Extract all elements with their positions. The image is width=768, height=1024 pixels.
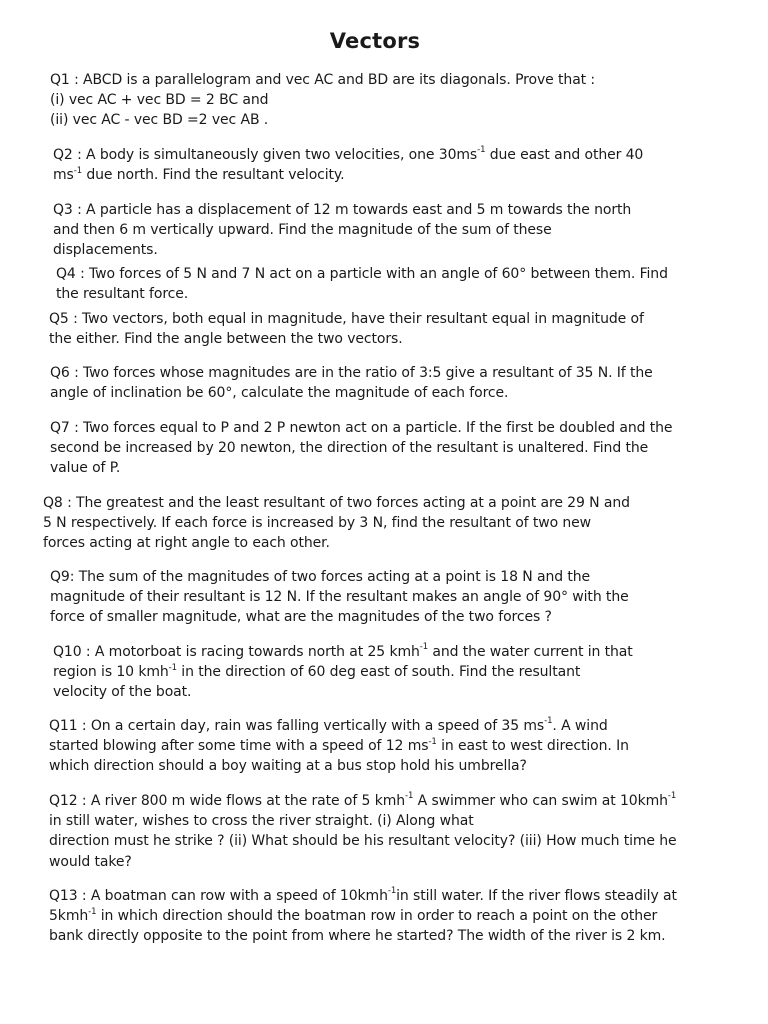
question-line [50,70,595,90]
question-line [50,363,653,383]
question-line [50,90,595,110]
question-text: in east to west direction. In [436,738,629,755]
question-text: which direction should a boy waiting at a bus stop hold his umbrella? [49,758,527,775]
question-line [53,165,643,185]
question-text: 5 N respectively. If each force is increased by 3 N, find the resultant of two new [43,515,592,532]
question-text: Q1 : ABCD is a parallelogram and vec AC and BD are its diagonals. Prove that : [50,72,596,88]
question-text: Q8 : The greatest and the least resultant of two forces acting at a point are 29 N and [43,495,630,511]
question-text: region is 10 kmh [53,664,169,681]
question-q12 [49,791,677,872]
question-text: started blowing after some time with a speed of 12 ms [49,738,429,755]
question-text: Q9: The sum of the magnitudes of two forces acting at a point is 18 N and the [50,569,591,585]
question-line [50,383,653,403]
exponent: -1 [73,165,83,176]
question-line [49,756,629,776]
question-text: and then 6 m vertically upward. Find the magnitude of the sum of these [53,222,552,239]
exponent: -1 [168,662,177,673]
exponent: -1 [428,736,437,747]
question-q11 [49,716,629,777]
question-text: (ii) vec AC - vec BD =2 vec AB . [50,112,269,129]
exponent: -1 [477,145,486,156]
question-line [50,418,672,438]
question-line [49,811,677,831]
exponent: -1 [387,886,397,897]
question-line [49,852,677,872]
question-line [56,284,668,304]
question-text: due east and other 40 [485,147,644,163]
question-q7 [50,418,672,479]
question-q1 [50,70,595,131]
question-text: direction must he strike ? (ii) What should be his resultant velocity? (iii) How much time he [49,833,677,850]
question-text: would take? [49,853,132,870]
question-line [50,438,672,458]
question-line [49,329,644,349]
exponent: -1 [544,716,553,727]
question-text: Q4 : Two forces of 5 N and 7 N act on a particle with an angle of 60° between them. Find [56,266,668,282]
question-text: force of smaller magnitude, what are the magnitudes of the two forces ? [50,609,552,626]
exponent: -1 [419,642,429,653]
question-text: bank directly opposite to the point from where he started? The width of the river is 2 km. [49,928,666,945]
exponent: -1 [88,906,97,917]
question-line [49,736,629,756]
question-text: in still water. If the river flows steadily at [396,888,677,904]
question-line [50,458,672,478]
question-text: Q7 : Two forces equal to P and 2 P newton act on a particle. If the first be doubled and the [50,420,673,436]
question-line [43,493,630,513]
exponent: -1 [667,791,677,802]
question-q9 [50,567,629,628]
question-q3 [53,200,631,261]
question-text: Q6 : Two forces whose magnitudes are in the ratio of 3:5 give a resultant of 35 N. If the [50,365,653,381]
question-text: Q3 : A particle has a displacement of 12 m towards east and 5 m towards the north [53,202,632,218]
question-line [53,200,631,220]
exponent: -1 [405,791,414,802]
question-text: Q13 : A boatman can row with a speed of 10kmh [49,888,388,904]
question-line [49,926,677,946]
question-text: value of P. [50,460,121,477]
question-q6 [50,363,653,403]
question-line [50,607,629,627]
question-line [49,906,677,926]
question-text: in which direction should the boatman row in order to reach a point on the other [96,908,658,925]
question-text: angle of inclination be 60°, calculate the magnitude of each force. [50,385,509,402]
question-line [43,513,630,533]
question-text: in the direction of 60 deg east of south. Find the resultant [176,664,581,681]
question-q2 [53,145,643,185]
question-text: in still water, wishes to cross the river straight. (i) Along what [49,813,474,830]
question-text: magnitude of their resultant is 12 N. If the resultant makes an angle of 90° with the [50,589,629,606]
question-line [49,716,629,736]
question-text: due north. Find the resultant velocity. [82,167,345,184]
question-line [53,682,633,702]
question-line [49,309,644,329]
question-text: Q10 : A motorboat is racing towards north at 25 kmh [53,644,420,660]
question-line [56,264,668,284]
question-line [43,533,630,553]
question-line [49,886,677,906]
question-text: Q11 : On a certain day, rain was falling vertically with a speed of 35 ms [49,718,545,734]
question-line [50,587,629,607]
question-text: the either. Find the angle between the two vectors. [49,331,403,348]
question-line [50,567,629,587]
question-q5 [49,309,644,349]
question-q13 [49,886,677,947]
question-line [49,831,677,851]
question-text: Q2 : A body is simultaneously given two velocities, one 30ms [53,147,478,163]
question-text: and the water current in that [428,644,633,660]
question-q10 [53,642,633,703]
question-line [50,110,595,130]
question-text: . A wind [552,718,608,734]
question-q4 [56,264,668,304]
question-line [53,145,643,165]
question-line [53,220,631,240]
question-text: forces acting at right angle to each other. [43,535,330,552]
page-title: Vectors [329,29,421,53]
question-line [49,791,677,811]
question-text: ms [53,167,74,184]
question-line [53,662,633,682]
question-text: (i) vec AC + vec BD = 2 BC and [50,92,269,109]
question-line [53,642,633,662]
question-text: velocity of the boat. [53,684,192,701]
question-q8 [43,493,630,554]
question-text: displacements. [53,242,158,259]
question-text: A swimmer who can swim at 10kmh [413,793,668,809]
question-text: 5kmh [49,908,89,925]
question-text: Q12 : A river 800 m wide flows at the rate of 5 kmh [49,793,406,809]
question-text: second be increased by 20 newton, the direction of the resultant is unaltered. Find the [50,440,649,457]
question-text: Q5 : Two vectors, both equal in magnitude, have their resultant equal in magnitude of [49,311,644,327]
question-line [53,240,631,260]
question-text: the resultant force. [56,286,189,303]
